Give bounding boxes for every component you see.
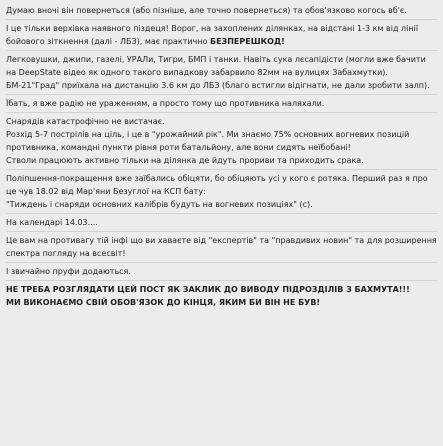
quote-text: "Тиждень і снаряди основних калібрів будуть на вогневих позиціях" (с). bbox=[6, 200, 313, 209]
text: Стволи працюють активно тільки на ділянка де йдуть прориви та приходить срака. bbox=[6, 156, 364, 165]
paragraph-counterweight bbox=[6, 232, 437, 263]
text: НЕ ТРЕБА РОЗГЛЯДАТИ ЦЕЙ ПОСТ ЯК ЗАКЛИК ДО ВИВОДУ ПІДРОЗДІЛІВ З БАХМУТА!!! bbox=[6, 285, 410, 294]
emphasis-text: БЕЗПЕРЕШКОД! bbox=[209, 37, 285, 46]
paragraph-situation bbox=[6, 20, 437, 51]
text: Думаю вночі він повернеться (або пізніше, але точно повернеться) та обов'язково когось вб'є. bbox=[6, 6, 407, 15]
paragraph-closing bbox=[6, 281, 437, 311]
text: Легковушки, джипи, газелі, УРАЛи, Тигри, БМП і танки. Навіть сука лєсапідісти (могли вже бачити на DeepState відео як одного такого випадкову забарвило 82мм на вулицях Забахмутки). БМ-21"Град" приїхала на дистанцію 3.6 км до ЛБЗ (благо встигли відігнати, не дали зробити залп). bbox=[6, 55, 430, 90]
paragraph-promises bbox=[6, 170, 437, 214]
paragraph-equipment bbox=[6, 51, 437, 95]
text: І звичайно пруфи додаються. bbox=[6, 267, 131, 276]
text: МИ ВИКОНАЄМО СВІЙ ОБОВ'ЯЗОК ДО КІНЦЯ, ЯКИМ БИ ВІН НЕ БУВ! bbox=[6, 298, 321, 307]
text: І це тільки верхівка наявного піздеця! Ворог, на захоплених ділянках, на відстані 1-3 км від лінії бойового зіткнення (далі - ЛБЗ), має практично bbox=[6, 24, 419, 46]
paragraph-ammo bbox=[6, 113, 437, 170]
text: Це вам на противагу тій інфі що ви хаваєте від "експертів" та "правдивих новин" та для розширення спектра погляду на всесвіт! bbox=[6, 236, 437, 258]
text: Їбать, я вже радію не ураженням, а просто тому що противника наляхали. bbox=[6, 99, 325, 108]
paragraph-reaction bbox=[6, 95, 437, 113]
text: Розхід 5-7 пострілів на ціль, і це в "урожайний рік". Ми знаємо 75% основних вогневих позицій противника, командні пункти рівня роти батальйону, але вони сидять неїбобані! bbox=[6, 130, 410, 152]
text: Снарядів катастрофічно не вистачає. bbox=[6, 117, 165, 126]
paragraph-intro bbox=[6, 2, 437, 20]
paragraph-date bbox=[6, 214, 437, 232]
paragraph-proof bbox=[6, 263, 437, 281]
text: Поліпшення-покращення вже заїбались обіцяти, бо обіцяють усі у кого є ротяка. Перший раз я про це чув 18.02 від Мар'яни Безуглої на КСП бату: bbox=[6, 174, 428, 196]
text: На календарі 14.03.... bbox=[6, 218, 98, 227]
